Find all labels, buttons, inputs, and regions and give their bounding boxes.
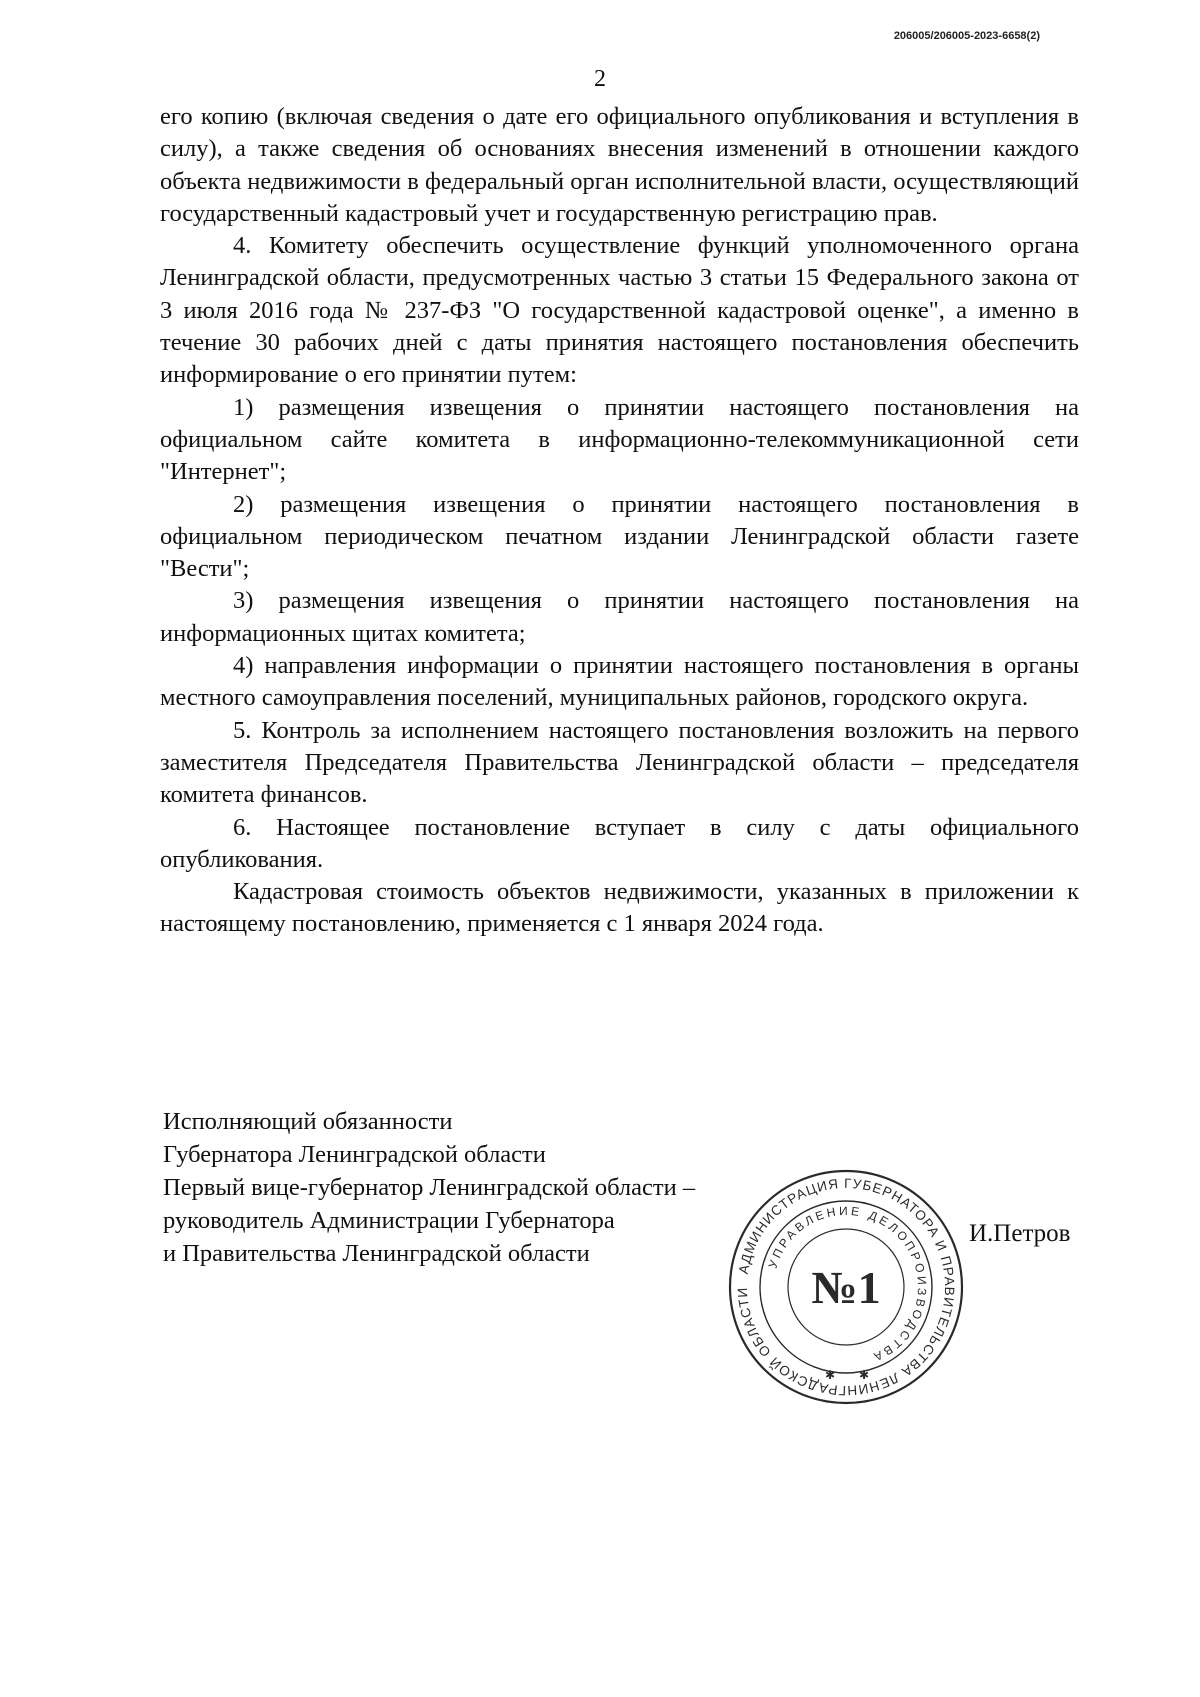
- paragraph-4-item-4: 4) направления информации о принятии настоящего постановления в органы местного самоуправления поселений, муниципальных районов, городского округа.: [160, 652, 1079, 712]
- signature-line-3: Первый вице-губернатор Ленинградской области –: [163, 1174, 696, 1201]
- signature-block: [163, 1105, 803, 1270]
- signer-name: И.Петров: [969, 1220, 1071, 1247]
- paragraph-5: 5. Контроль за исполнением настоящего постановления возложить на первого заместителя Председателя Правительства Ленинградской области – председателя комитета финансов.: [160, 716, 1079, 809]
- seal-inner-text: УПРАВЛЕНИЕ ДЕЛОПРОИЗВОДСТВА: [765, 1203, 930, 1366]
- document-number: 206005/206005-2023-6658(2): [893, 30, 1040, 42]
- seal-star-right-icon: ✱: [858, 1368, 870, 1382]
- seal-center-number: №1: [811, 1262, 881, 1313]
- paragraph-effective-date: Кадастровая стоимость объектов недвижимости, указанных в приложении к настоящему постановлению, применяется с 1 января 2024 года.: [160, 878, 1079, 938]
- paragraph-continuation: его копию (включая сведения о дате его официального опубликования и вступления в силу), а также сведения об основаниях внесения изменений в отношении каждого объекта недвижимости в федеральный орган исполнительной власти, осуществляющий государственный кадастровый учет и государственную регистрацию прав.: [160, 103, 1079, 227]
- paragraph-4-item-3: 3) размещения извещения о принятии настоящего постановления на информационных щитах комитета;: [160, 587, 1079, 647]
- paragraph-4: 4. Комитету обеспечить осуществление функций уполномоченного органа Ленинградской области, предусмотренных частью 3 статьи 15 Федерального закона от 3 июля 2016 года № 237-ФЗ "О государственной кадастровой оценке", а именно в течение 30 рабочих дней с даты принятия настоящего постановления обеспечить информирование о его принятии путем:: [160, 232, 1079, 389]
- seal-star-left-icon: ✱: [824, 1368, 836, 1382]
- paragraph-4-item-2: 2) размещения извещения о принятии настоящего постановления в официальном периодическом печатном издании Ленинградской области газете "Вести";: [160, 490, 1079, 583]
- document-body: [160, 101, 1079, 941]
- official-seal-stamp: [726, 1167, 966, 1407]
- signature-line-1: Исполняющий обязанности: [163, 1108, 453, 1135]
- signature-line-2: Губернатора Ленинградской области: [163, 1141, 546, 1168]
- paragraph-4-item-1: 1) размещения извещения о принятии настоящего постановления на официальном сайте комитета в информационно-телекоммуникационной сети "Интернет";: [160, 393, 1079, 486]
- signature-line-4: руководитель Администрации Губернатора: [163, 1207, 615, 1234]
- page-number: 2: [594, 66, 606, 92]
- signature-line-5: и Правительства Ленинградской области: [163, 1240, 590, 1267]
- paragraph-6: 6. Настоящее постановление вступает в силу с даты официального опубликования.: [160, 813, 1079, 873]
- seal-outer-text: АДМИНИСТРАЦИЯ ГУБЕРНАТОРА И ПРАВИТЕЛЬСТВА ЛЕНИНГРАДСКОЙ ОБЛАСТИ: [734, 1175, 958, 1399]
